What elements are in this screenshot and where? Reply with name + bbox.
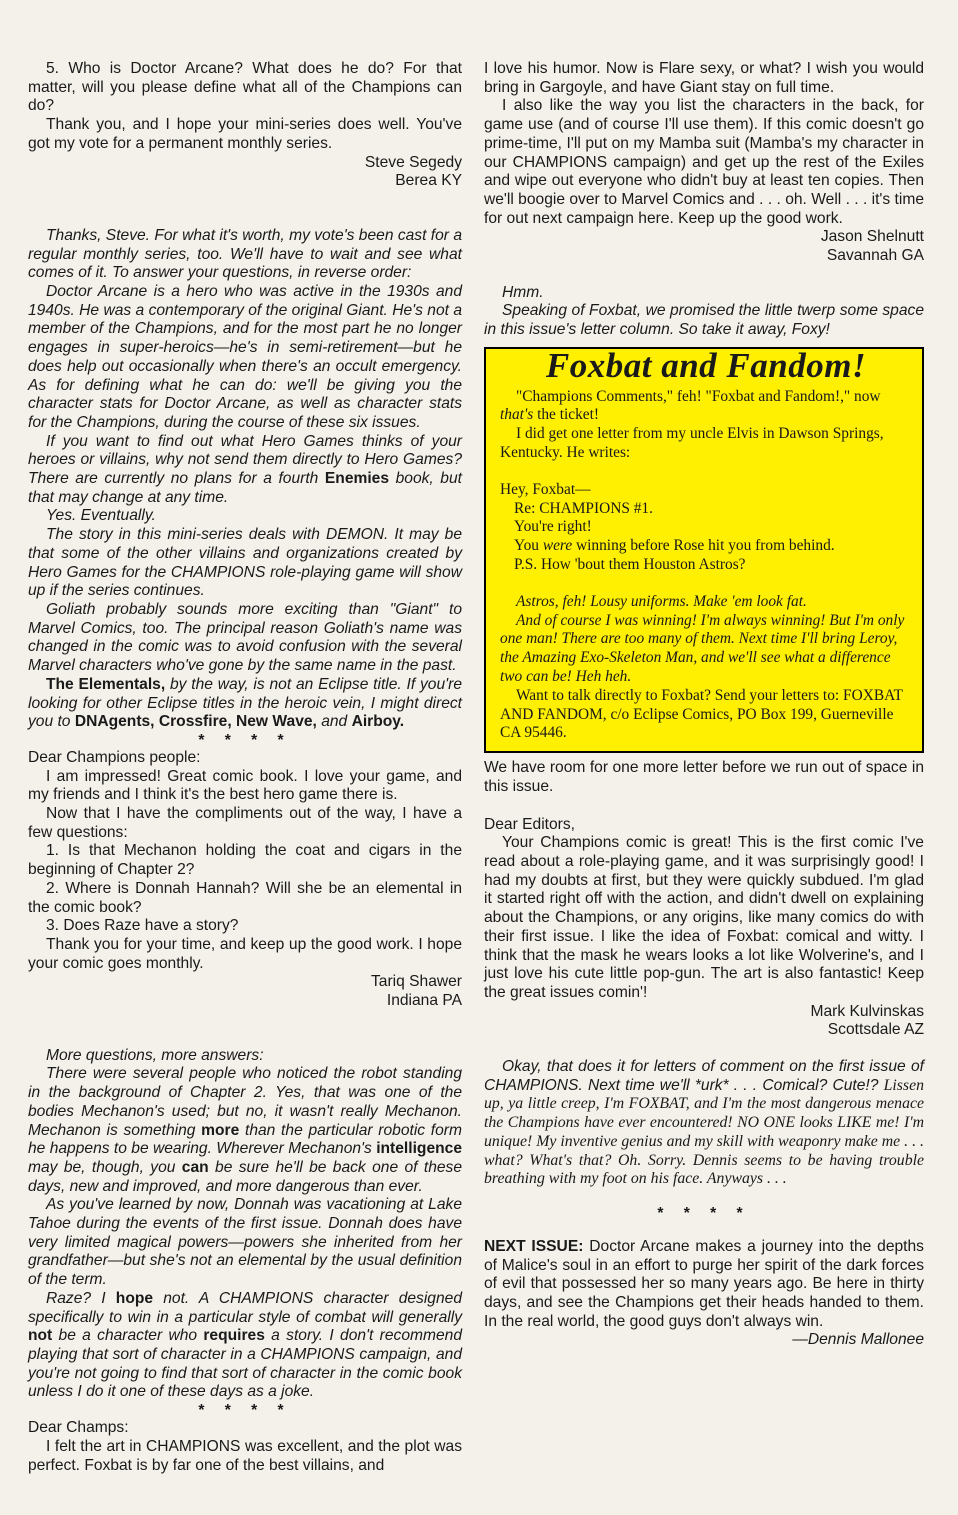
letter2-paragraph: I am impressed! Great comic book. I love your game, and my friends and I think it's the best hero game there is.	[28, 767, 462, 804]
section-divider-stars: * * * *	[198, 731, 292, 749]
letter3-paragraph: I also like the way you list the characters in the back, for game use (and of course I'll use them). If this comic doesn't go prime-time, I'll put on my Mamba suit (Mamba's my character in our CHAMPIONS campaign) and get up the rest of the Exiles and wipe out everyone who didn't buy at least ten copies. Then we'll boogie over to Marvel Comics and . . . oh. Well . . . it's time for out next campaign here. Keep up the good work.	[484, 97, 924, 227]
box-letter-line: You were winning before Rose hit you from behind.	[514, 537, 835, 555]
letter3-paragraph: I felt the art in CHAMPIONS was excellent, and the plot was perfect. Foxbat is by far one of the best villains, and	[28, 1437, 462, 1474]
reply2-paragraph: More questions, more answers:	[46, 1046, 264, 1064]
reply3-paragraph: Hmm.	[502, 283, 544, 301]
closing-reply: Okay, that does it for letters of comment on the first issue of CHAMPIONS. Next time we'll *urk* . . . Comical? Cute!? Lissen up, ya little creep, I'm FOXBAT, and I'm the most dangerous menace the Champions have ever encountered! NO ONE looks LIKE me! I'm unique! My inventive genius and my skill with weaponry make me . . . what? What's that? Oh. Sorry. Dennis seems to be having trouble breathing with my foot on his face. Anyways . . .	[484, 1058, 924, 1188]
reply1-paragraph: The Elementals, by the way, is not an Eclipse title. If you're looking for other Eclipse titles in the heroic vein, I might direct you to DNAgents, Crossfire, New Wave, and Airboy.	[28, 675, 462, 731]
letter2-paragraph: Now that I have the compliments out of the way, I have a few questions:	[28, 805, 462, 841]
editor-signoff: —Dennis Mallonee	[792, 1331, 924, 1349]
reply1-paragraph: The story in this mini-series deals with DEMON. It may be that some of the other villains and organizations created by Hero Games for the CHAMPIONS role-playing game will show up if the series continues.	[28, 526, 462, 600]
letter4-paragraph: Your Champions comic is great! This is the first comic I've read about a role-playing game, and it was surprisingly good! I had my doubts at first, but they were quickly subdued. I'm glad it started right off with the action, and didn't dwell on explaining about the Champions, or any origins, like many comics do with their first issue. I like the idea of Foxbat: comical and witty. I think that the mask he wears looks a lot like Wolverine's, and I just love his cute little pop-gun. The art is also fantastic! Keep the great issues comin'!	[484, 834, 924, 1001]
reply1-paragraph: Yes. Eventually.	[46, 507, 156, 525]
letter3-signature-location: Savannah GA	[826, 247, 924, 265]
box-letter-line: You're right!	[514, 518, 592, 536]
reply2-paragraph: As you've learned by now, Donnah was vacationing at Lake Tahoe during the events of the first issue. Donnah does have very limited magical powers—powers she inherited from her grandfather—but she's not an elemental by the usual definition of the term.	[28, 1196, 462, 1289]
letter2-signature-location: Indiana PA	[386, 992, 462, 1010]
reply3-paragraph: Speaking of Foxbat, we promised the little twerp some space in this issue's letter column. So take it away, Foxy!	[484, 302, 924, 339]
box-foxbat-reply: Astros, feh! Lousy uniforms. Make 'em look fat.	[516, 592, 807, 610]
letter2-question: 1. Is that Mechanon holding the coat and cigars in the beginning of Chapter 2?	[28, 842, 462, 879]
next-issue-blurb: NEXT ISSUE: Doctor Arcane makes a journey into the depths of Malice's soul in an effort to purge her spirit of the dark forces of evil that possessed her so many years ago. Be here in thirty days, and see the Champions get their heads handed to them. In the real world, the good guys don't always win.	[484, 1237, 924, 1330]
letter2-signature-name: Tariq Shawer	[370, 973, 462, 991]
letter4-signature-location: Scottsdale AZ	[827, 1021, 924, 1039]
reply1-paragraph: Doctor Arcane is a hero who was active in the 1930s and 1940s. He was a contemporary of the original Giant. He's not a member of the Champions, and for the most part he no longer engages in super-heroics—he's in semi-retirement—but he does help out occasionally when there's an occult emergency. As for defining what he can do: we'll be giving you the character stats for Doctor Arcane, as well as character stats for the Champions, during the course of these six issues.	[28, 283, 462, 431]
reply2-paragraph: There were several people who noticed the robot standing in the background of Chapter 2. Yes, that was one of the bodies Mechanon's used; but no, it wasn't really Mechanon. Mechanon is something more than the particular robotic form he happens to be wearing. Wherever Mechanon's intelligence may be, though, you can be sure he'll be back one of these days, new and improved, and more dangerous than ever.	[28, 1065, 463, 1195]
box-paragraph: I did get one letter from my uncle Elvis in Dawson Springs, Kentucky. He writes:	[500, 425, 884, 462]
box-mailing-address: Want to talk directly to Foxbat? Send your letters to: FOXBAT AND FANDOM, c/o Eclipse Comics, PO Box 199, Guerneville CA 95446.	[500, 686, 903, 742]
box-paragraph: "Champions Comments," feh! "Foxbat and Fandom!," now that's the ticket!	[500, 387, 881, 424]
letter1-signature-name: Steve Segedy	[364, 153, 462, 171]
box-letter-line: Re: CHAMPIONS #1.	[514, 499, 653, 517]
letter2-question: 2. Where is Donnah Hannah? Will she be an elemental in the comic book?	[28, 879, 462, 916]
box-letter-line: P.S. How 'bout them Houston Astros?	[514, 556, 746, 574]
reply1-paragraph: If you want to find out what Hero Games thinks of your heroes or villains, why not send them directly to Hero Games? There are currently no plans for a fourth Enemies book, but that may change at any time.	[28, 432, 462, 506]
reply2-paragraph: Raze? I hope not. A CHAMPIONS character designed specifically to win in a particular style of combat will generally not be a character who requires a story. I don't recommend playing that sort of character in a CHAMPIONS campaign, and you're not going to find that sort of character in the comic book unless I do it one of these days as a joke.	[28, 1289, 462, 1401]
letter3-signature-name: Jason Shelnutt	[820, 228, 924, 246]
letter1-paragraph: Thank you, and I hope your mini-series does well. You've got my vote for a permanent monthly series.	[28, 116, 462, 152]
letter2-question: 3. Does Raze have a story?	[46, 917, 239, 935]
letter3-salutation: Dear Champs:	[28, 1419, 129, 1437]
box-letter-salutation: Hey, Foxbat—	[500, 480, 591, 498]
right-column	[484, 60, 924, 1350]
letter1-signature-location: Berea KY	[395, 172, 462, 190]
section-divider-stars: * * * *	[657, 1204, 751, 1222]
letter3-paragraph: I love his humor. Now is Flare sexy, or what? I wish you would bring in Gargoyle, and have Giant stay on full time.	[484, 60, 924, 96]
editor-note: We have room for one more letter before we run out of space in this issue.	[484, 759, 924, 795]
letter2-salutation: Dear Champions people:	[28, 748, 201, 766]
box-foxbat-reply: And of course I was winning! I'm always winning! But I'm only one man! There are too many of them. Next time I'll bring Leroy, the Amazing Exo-Skeleton Man, and we'll see what a difference two can be! Heh heh.	[500, 611, 905, 685]
letter4-signature-name: Mark Kulvinskas	[810, 1002, 924, 1020]
section-divider-stars: * * * *	[198, 1402, 292, 1420]
left-column	[28, 60, 462, 1475]
letter2-paragraph: Thank you for your time, and keep up the good work. I hope your comic goes monthly.	[28, 935, 462, 972]
box-title: Foxbat and Fandom!	[545, 345, 867, 385]
reply1-paragraph: Goliath probably sounds more exciting than "Giant" to Marvel Comics, too. The principal reason Goliath's name was changed in the comic was to avoid confusion with the several Marvel characters who've gone by the same name in the past.	[28, 600, 462, 675]
letter1-paragraph: 5. Who is Doctor Arcane? What does he do? For that matter, will you please define what all of the Champions can do?	[28, 60, 462, 115]
reply1-paragraph: Thanks, Steve. For what it's worth, my vote's been cast for a regular monthly series, too. We'll have to wait and see what comes of it. To answer your questions, in reverse order:	[28, 226, 462, 282]
foxbat-and-fandom-box	[484, 347, 924, 753]
letter4-salutation: Dear Editors,	[484, 815, 575, 833]
